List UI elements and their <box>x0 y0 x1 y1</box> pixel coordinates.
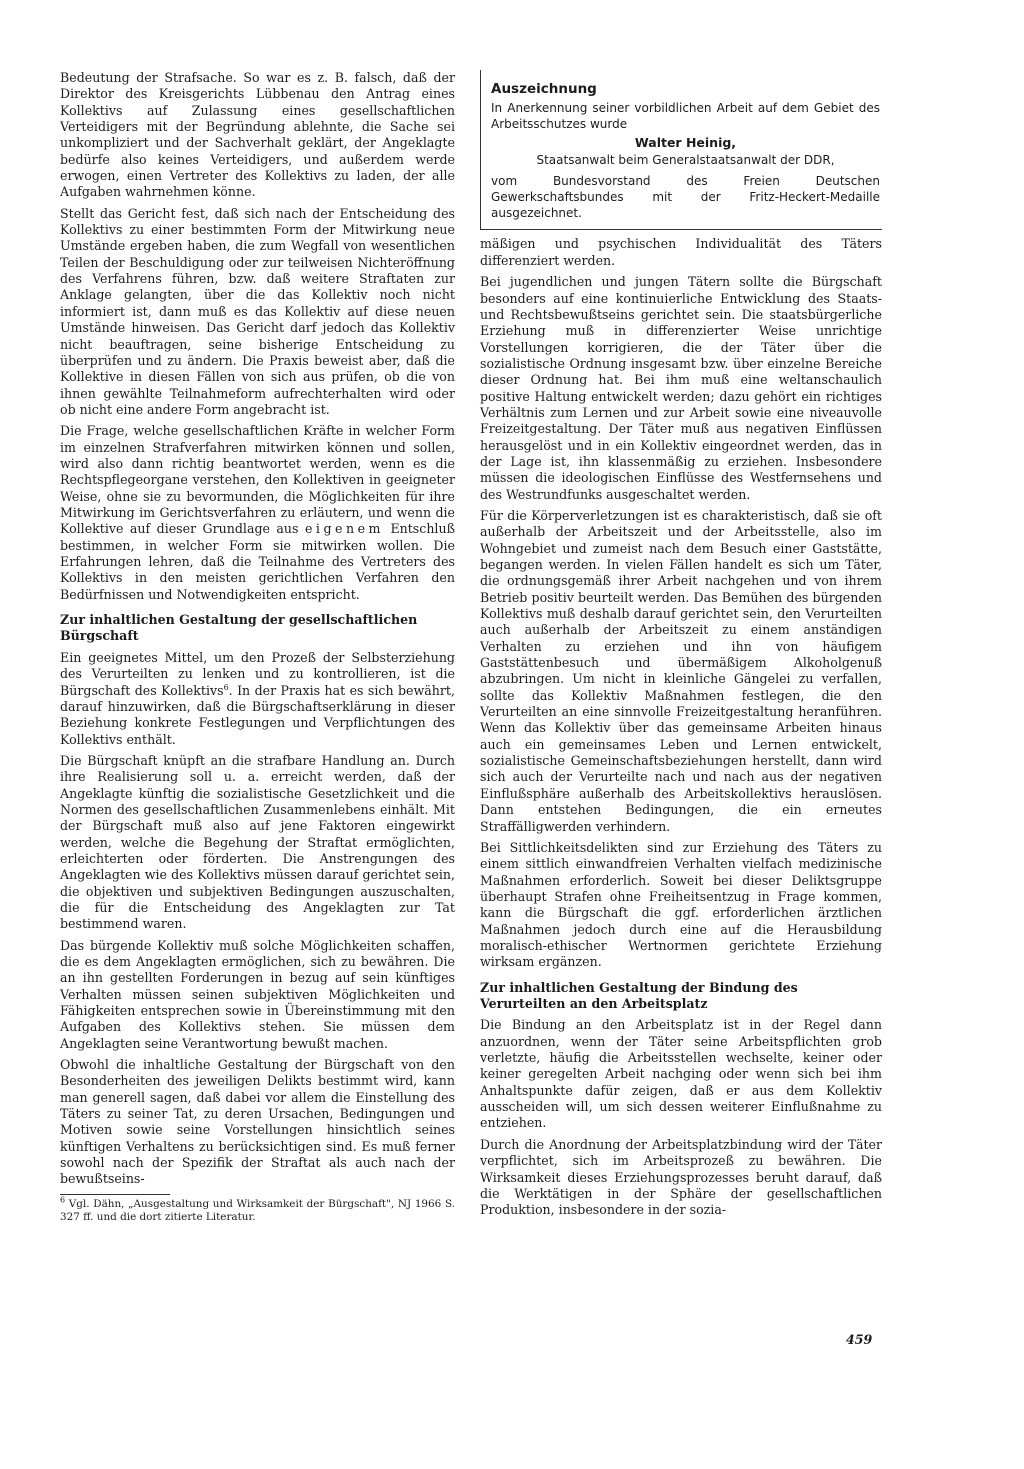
right-column <box>480 70 882 1224</box>
paragraph: Bedeutung der Strafsache. So war es z. B. falsch, daß der Direktor des Kreisgerichts Lübbenau den Antrag eines Kollektivs auf Zulassung eines gesellschaftlichen Verteidigers mit der Begründung ablehnte, die Sache sei unkompliziert und der Sachverhalt geklärt, der Angeklagte bedürfe also keines Verteidigers, und außerdem werde erwogen, einen Vertreter des Kollektivs zu laden, der alle Aufgaben wahrnehmen könne. <box>60 70 455 200</box>
paragraph: Obwohl die inhaltliche Gestaltung der Bürgschaft von den Besonderheiten des jeweiligen Delikts bestimmt wird, kann man generell sagen, daß dabei vor allem die Einstellung des Täters zu seiner Tat, zu deren Ursachen, Bedingungen und Motiven sowie seine Vorstellungen hinsichtlich seines künftigen Verhaltens zu berücksichtigen sind. Es muß ferner sowohl nach der Spezifik der Straftat als auch nach der bewußtseins- <box>60 1057 455 1187</box>
paragraph-text: . In der Praxis hat es sich bewährt, darauf hinzuwirken, daß die Bürgschaftserklärung in dieser Beziehung konkrete Festlegungen und Verpflichtungen des Kollektivs enthält. <box>60 682 455 747</box>
footnote-text: Vgl. Dähn, „Ausgestaltung und Wirksamkeit der Bürgschaft", NJ 1966 S. 327 ff. und die dort zitierte Literatur. <box>60 1197 456 1224</box>
award-recipient: Walter Heinig, <box>634 134 737 150</box>
paragraph <box>60 650 455 748</box>
paragraph <box>60 423 455 603</box>
paragraph: mäßigen und psychischen Individualität des Täters differenziert werden. <box>480 236 882 268</box>
award-text: vom Bundesvorstand des Freien Deutschen Gewerkschaftsbundes mit der Fritz-Heckert-Medaille ausgezeichnet. <box>491 173 880 221</box>
paragraph: Bei Sittlichkeitsdelikten sind zur Erziehung des Täters zu einem sittlich einwandfreien Verhalten vielfach medizinische Maßnahmen erforderlich. Soweit bei dieser Deliktsgruppe überhaupt Strafen ohne Freiheitsentzug in Frage kommen, kann die Bürgschaft die ggf. erforderlichen ärztlichen Maßnahmen jedoch durch eine auf die Herausbildung moralisch-ethischer Wertnormen gerichtete Erziehung wirksam ergänzen. <box>480 839 882 970</box>
paragraph: Stellt das Gericht fest, daß sich nach der Entscheidung des Kollektivs zu einer bestimmten Form der Mitwirkung neue Umstände ergeben haben, die zum Wegfall von wesentlichen Teilen der Beschuldigung oder zur teilweisen Nichteröffnung des Verfahrens führen, bzw. daß weitere Straftaten zur Anklage gelangten, über die das Kollektiv noch nicht informiert ist, dann muß es das Kollektiv auf diese neuen Umstände hinweisen. Das Gericht darf jedoch das Kollektiv nicht beauftragen, seine bisherige Entscheidung zu überprüfen und zu ändern. Die Praxis beweist aber, daß die Kollektive in diesen Fällen von sich aus prüfen, ob die von ihnen gewählte Teilnahmeform aufrechterhalten wird oder ob nicht eine andere Form angebracht ist. <box>60 205 455 417</box>
paragraph: Die Bindung an den Arbeitsplatz ist in der Regel dann anzuordnen, wenn der Täter seine Arbeitspflichten grob verletzte, häufig die Arbeitsstellen wechselte, keiner oder keiner geregelten Arbeit nachging oder wenn sich bei ihm Anhaltspunkte dafür zeigen, daß er aus dem Kollektiv ausscheiden will, um sich dessen weiterer Einflußnahme zu entziehen. <box>480 1017 882 1131</box>
paragraph-text: Die Frage, welche gesellschaftlichen Kräfte in welcher Form im einzelnen Strafverfahren mitwirken können und sollen, wird also dann richtig beantwortet werden, wenn es die Rechtspflegeorgane verstehen, den Kollektiven in geeigneter Weise, ohne sie zu bevormunden, die Möglichkeiten für ihre Mitwirkung im Gerichtsverfahren zu erläutern, und wenn die Kollektive auf dieser Grundlage aus <box>60 423 455 537</box>
paragraph-text: Entschluß bestimmen, in welcher Form sie mitwirken wollen. Die Erfahrungen lehren, daß die Teilnahme des Vertreters des Kollektivs in den meisten gerichtlichen Verfahren den Bedürfnissen und Notwendigkeiten entspricht. <box>60 521 455 602</box>
footnote-divider <box>60 1194 170 1195</box>
footnote <box>60 1195 456 1224</box>
award-position: Staatsanwalt beim Generalstaatsanwalt der DDR, <box>536 152 835 167</box>
paragraph: Für die Körperverletzungen ist es charakteristisch, daß sie oft außerhalb der Arbeitszeit und der Arbeitsstelle, also im Wohngebiet und zumeist nach dem Besuch einer Gaststätte, begangen werden. In vielen Fällen handelt es sich um Täter, die ordnungsgemäß ihrer Arbeit nachgehen und von ihrem Betrieb positiv beurteilt werden. Das Bemühen des bürgenden Kollektivs muß deshalb darauf gerichtet sein, den Verurteilten auch außerhalb der Arbeitszeit zu einem anständigen Verhalten zu erziehen und ihn von häufigem Gaststättenbesuch und übermäßigem Alkoholgenuß abzubringen. Um nicht in kleinliche Gängelei zu verfallen, sollte das Kollektiv Maßnahmen festlegen, die den Verurteilten an eine sinnvolle Freizeitgestaltung heranführen. Wenn das Kollektiv über das gemeinsame Arbeiten hinaus auch ein gemeinsames Leben und Lernen entwickelt, sozialistische Gemeinschaftsbeziehungen herstellt, dann wird sich auch der Verurteilte nach und nach aus der negativen Einflußsphäre außerhalb des Arbeitskollektivs herauslösen. Dann entstehen Bedingungen, die ein erneutes Straffälligwerden verhindern. <box>480 507 882 834</box>
paragraph-text: Ein geeignetes Mittel, um den Prozeß der Selbsterziehung des Verurteilten zu lenken und zu kontrollieren, ist die Bürgschaft des Kollektivs <box>60 649 455 698</box>
award-title: Auszeichnung <box>491 81 597 97</box>
award-text: In Anerkennung seiner vorbildlichen Arbeit auf dem Gebiet des Arbeitsschutzes wurde <box>491 101 880 132</box>
section-heading: Zur inhaltlichen Gestaltung der Bindung des Verurteilten an den Arbeitsplatz <box>480 979 798 1012</box>
spaced-emphasis: eigenem <box>304 521 384 537</box>
paragraph: Die Bürgschaft knüpft an die strafbare Handlung an. Durch ihre Realisierung soll u. a. erreicht werden, daß der Angeklagte künftig die sozialistische Gesetzlichkeit und die Normen des gesellschaftlichen Zusammenlebens einhält. Mit der Bürgschaft muß also auf jene Faktoren eingewirkt werden, welche die Begehung der Straftat ermöglichten, erleichterten oder förderten. Die Anstrengungen des Angeklagten wie des Kollektivs müssen darauf gerichtet sein, die objektiven und subjektiven Bedingungen auszuschalten, die für die Entscheidung des Angeklagten zur Tat bestimmend waren. <box>60 752 455 932</box>
section-heading: Zur inhaltlichen Gestaltung der gesellschaftlichen Bürgschaft <box>60 612 418 644</box>
left-column <box>60 70 455 1224</box>
paragraph: Durch die Anordnung der Arbeitsplatzbindung wird der Täter verpflichtet, sich im Arbeitsprozeß zu bewähren. Die Wirksamkeit dieses Erziehungsprozesses beruht darauf, daß die Werktätigen in der Sphäre der gesellschaftlichen Produktion, insbesondere in der sozia- <box>480 1136 882 1218</box>
paragraph: Bei jugendlichen und jungen Tätern sollte die Bürgschaft besonders auf eine kontinuierliche Entwicklung des Staats- und Rechtsbewußtseins gerichtet sein. Die staatsbürgerliche Erziehung muß in differenzierter Weise unrichtige Vorstellungen korrigieren, die der Täter über die sozialistische Ordnung insgesamt bzw. über einzelne Bereiche dieser Ordnung hat. Bei ihm muß eine weltanschaulich positive Haltung entwickelt werden; dazu gehört ein richtiges Verhältnis zum Lernen und zur Arbeit sowie eine niveauvolle Freizeitgestaltung. Der Täter muß aus negativen Einflüssen herausgelöst und in ein Kollektiv eingeordnet werden, das in der Lage ist, ihn klassenmäßig zu erziehen. Insbesondere müssen die ideologischen Einflüsse des Westfernsehens und des Westrundfunks ausgeschaltet werden. <box>480 274 882 502</box>
footnote-ref: 6 <box>223 682 229 692</box>
footnote-number: 6 <box>60 1195 66 1205</box>
award-box <box>480 70 882 230</box>
page-number: 459 <box>846 1332 873 1347</box>
paragraph: Das bürgende Kollektiv muß solche Möglichkeiten schaffen, die es dem Angeklagten ermöglichen, sich zu bewähren. Die an ihn gestellten Forderungen in bezug auf sein künftiges Verhalten müssen seinen subjektiven Möglichkeiten und Fähigkeiten entsprechen sowie in Übereinstimmung mit den Aufgaben des Kollektivs stehen. Sie müssen dem Angeklagten seine Verantwortung bewußt machen. <box>60 937 455 1051</box>
